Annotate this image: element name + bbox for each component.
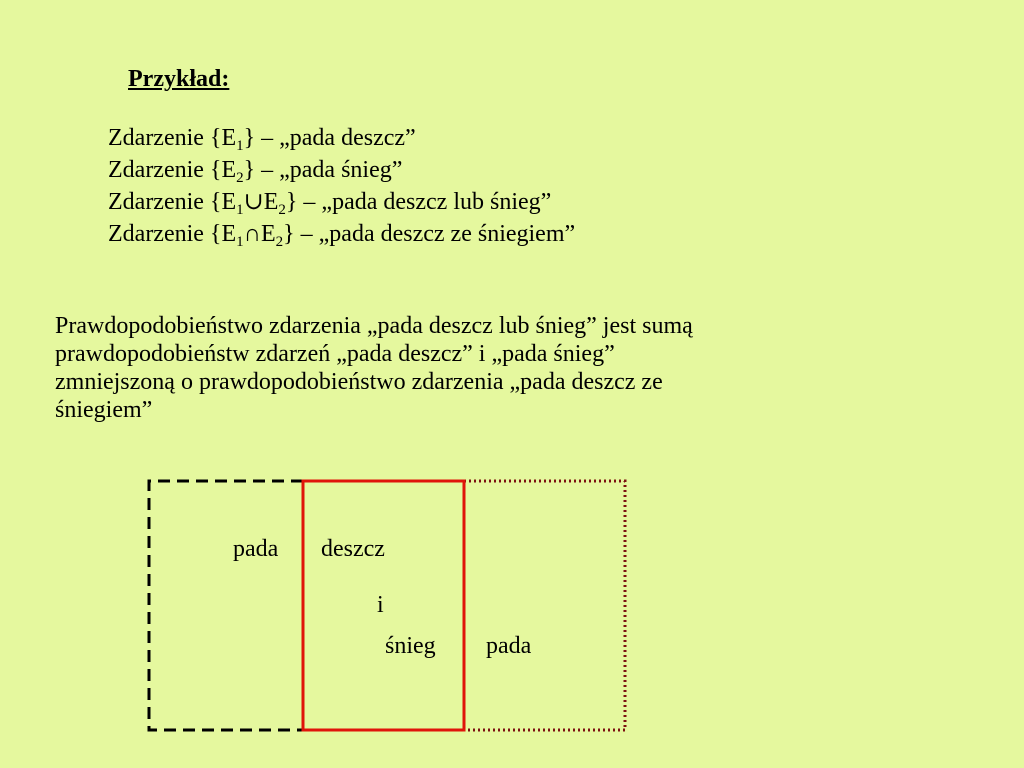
event-line-e2 xyxy=(108,156,575,188)
event-suffix: } – „pada deszcz” xyxy=(243,125,416,151)
intersection-operator: ∩ xyxy=(243,221,261,247)
event-second-symbol: E xyxy=(263,189,279,215)
event-line-intersection xyxy=(108,220,575,252)
rain-region-outline xyxy=(149,481,303,730)
event-line-union xyxy=(108,188,575,220)
event-second-symbol: E xyxy=(260,221,276,247)
label-pada-left: pada xyxy=(233,536,279,562)
event-suffix: } – „pada śnieg” xyxy=(243,157,403,183)
label-pada-right: pada xyxy=(486,633,532,659)
event-subscript: 2 xyxy=(275,234,284,250)
event-prefix: Zdarzenie {E xyxy=(108,157,237,183)
event-prefix: Zdarzenie {E xyxy=(108,125,237,151)
paragraph-line: śniegiem” xyxy=(55,397,153,423)
event-suffix: } – „pada deszcz ze śniegiem” xyxy=(283,221,576,247)
union-operator: ∪ xyxy=(243,189,264,215)
label-deszcz: deszcz xyxy=(321,536,385,562)
event-prefix: Zdarzenie {E xyxy=(108,189,237,215)
label-snieg: śnieg xyxy=(385,633,436,659)
label-i: i xyxy=(377,592,384,618)
event-subscript: 2 xyxy=(278,202,286,218)
event-suffix: } – „pada deszcz lub śnieg” xyxy=(285,189,552,215)
example-heading: Przykład: xyxy=(128,66,230,92)
snow-region-outline xyxy=(464,481,625,730)
paragraph-line: Prawdopodobieństwo zdarzenia „pada deszcz lub śnieg” jest sumą xyxy=(55,313,693,339)
paragraph-line: prawdopodobieństw zdarzeń „pada deszcz” i „pada śnieg” xyxy=(55,341,615,367)
event-line-e1 xyxy=(108,124,575,156)
event-subscript: 1 xyxy=(236,234,244,250)
events-list xyxy=(108,124,575,252)
event-subscript: 2 xyxy=(236,170,244,186)
event-prefix: Zdarzenie {E xyxy=(108,221,237,247)
paragraph-line: zmniejszoną o prawdopodobieństwo zdarzenia „pada deszcz ze xyxy=(55,369,663,395)
event-subscript: 1 xyxy=(236,202,244,218)
explanation-paragraph xyxy=(55,312,915,424)
event-subscript: 1 xyxy=(236,138,244,154)
